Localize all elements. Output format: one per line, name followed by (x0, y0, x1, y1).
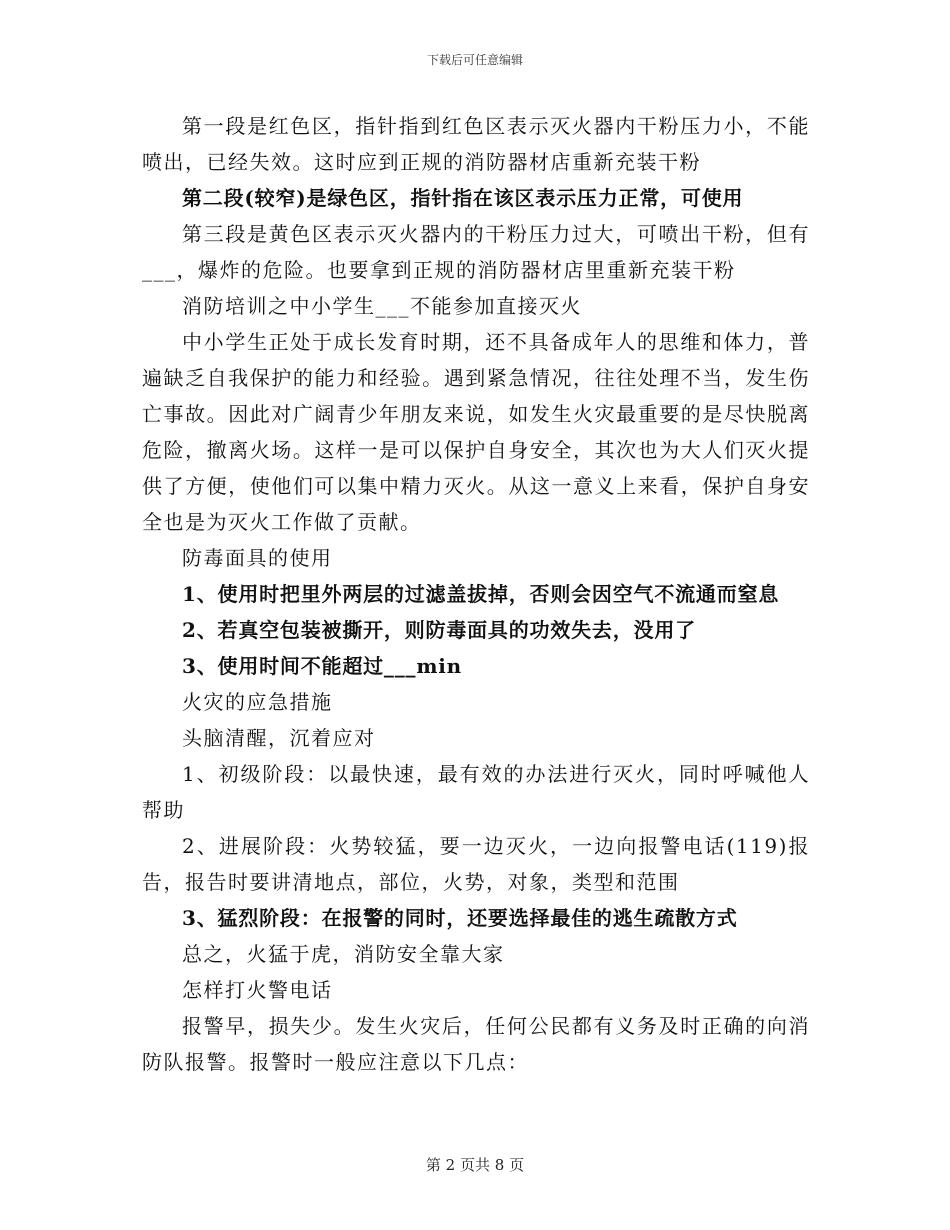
list-item-stage-1: 1、初级阶段：以最快速，最有效的办法进行灭火，同时呼喊他人帮助 (142, 762, 810, 822)
list-item-gas-mask-1: 1、使用时把里外两层的过滤盖拔掉，否则会因空气不流通而窒息 (182, 582, 780, 606)
document-body (142, 108, 810, 1080)
list-item-gas-mask-3: 3、使用时间不能超过___min (182, 654, 463, 678)
paragraph-green-zone: 第二段(较窄)是绿色区，指针指在该区表示压力正常，可使用 (182, 186, 744, 210)
paragraph-red-zone: 第一段是红色区，指针指到红色区表示灭火器内干粉压力小，不能喷出，已经失效。这时应到正规的消防器材店重新充装干粉 (142, 114, 810, 174)
section-heading-gas-mask: 防毒面具的使用 (182, 546, 333, 570)
paragraph-fire-call: 报警早，损失少。发生火灾后，任何公民都有义务及时正确的向消防队报警。报警时一般应注意以下几点： (142, 1014, 810, 1074)
paragraph-summary: 总之，火猛于虎，消防安全靠大家 (182, 942, 505, 966)
list-item-stage-2: 2、进展阶段：火势较猛，要一边灭火，一边向报警电话(119)报告，报告时要讲清地点，部位，火势，对象，类型和范围 (142, 834, 810, 894)
paragraph-students: 中小学生正处于成长发育时期，还不具备成年人的思维和体力，普遍缺乏自我保护的能力和经验。遇到紧急情况，往往处理不当，发生伤亡事故。因此对广阔青少年朋友来说，如发生火灾最重要的是尽快脱离危险，撤离火场。这样一是可以保护自身安全，其次也为大人们灭火提供了方便，使他们可以集中精力灭火。从这一意义上来看，保护自身安全也是为灭火工作做了贡献。 (142, 330, 810, 534)
page-header: 下载后可任意编辑 (426, 53, 523, 67)
section-heading-fire-call: 怎样打火警电话 (182, 978, 333, 1002)
list-item-gas-mask-2: 2、若真空包装被撕开，则防毒面具的功效失去，没用了 (182, 618, 696, 642)
page-footer: 第 2 页共 8 页 (425, 1156, 525, 1174)
section-heading-emergency: 火灾的应急措施 (182, 690, 333, 714)
list-item-stage-3: 3、猛烈阶段：在报警的同时，还要选择最佳的逃生疏散方式 (182, 906, 738, 930)
section-heading-students: 消防培训之中小学生___不能参加直接灭火 (182, 294, 582, 318)
paragraph-stay-calm: 头脑清醒，沉着应对 (182, 726, 376, 750)
paragraph-yellow-zone: 第三段是黄色区表示灭火器内的干粉压力过大，可喷出干粉，但有___，爆炸的危险。也要拿到正规的消防器材店里重新充装干粉 (142, 222, 810, 282)
